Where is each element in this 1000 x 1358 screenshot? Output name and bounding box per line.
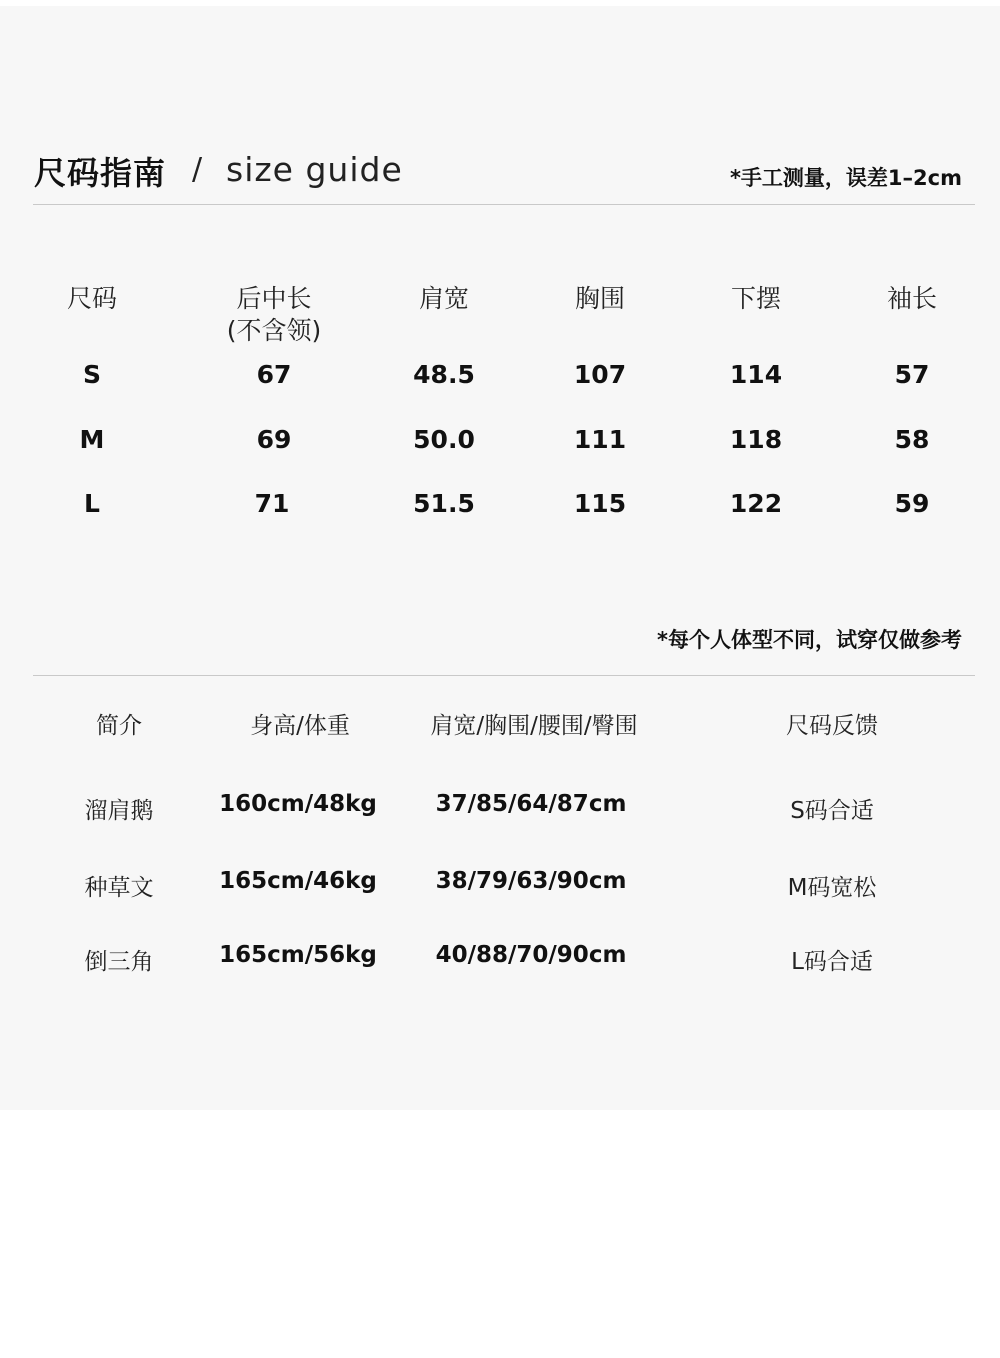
header-size: 尺码 (66, 284, 118, 313)
fit-section-divider (33, 675, 975, 676)
shoulder-value: 50.0 (413, 425, 475, 454)
header-size-feedback: 尺码反馈 (786, 713, 878, 739)
shoulder-value: 48.5 (413, 360, 475, 389)
sleeve-value: 59 (894, 489, 930, 518)
header-sleeve: 袖长 (886, 284, 938, 313)
hem-value: 118 (729, 425, 783, 454)
back-length-value: 71 (254, 489, 290, 518)
header-profile: 简介 (96, 713, 142, 739)
profile-name: 种草文 (84, 875, 154, 901)
size-label: S (82, 360, 102, 389)
chest-value: 111 (573, 425, 627, 454)
back-length-value: 67 (256, 360, 292, 389)
profile-name: 倒三角 (84, 949, 154, 975)
header-divider (33, 204, 975, 205)
height-weight-value: 165cm/46kg (219, 868, 377, 894)
sleeve-value: 57 (894, 360, 930, 389)
size-label: M (79, 425, 105, 454)
size-feedback-value: L码合适 (791, 949, 873, 975)
size-feedback-value: M码宽松 (787, 875, 877, 901)
header-back-length-note: (不含领) (226, 316, 322, 345)
header-chest: 胸围 (574, 284, 626, 313)
header-body-measurements: 肩宽/胸围/腰围/臀围 (430, 713, 638, 739)
body-measurements-value: 38/79/63/90cm (435, 868, 627, 894)
header-shoulder: 肩宽 (418, 284, 470, 313)
sleeve-value: 58 (894, 425, 930, 454)
measurement-note: *手工测量，误差1–2cm (729, 166, 962, 190)
profile-name: 溜肩鹅 (84, 798, 154, 824)
header-back-length: 后中长 (236, 284, 312, 313)
shoulder-value: 51.5 (413, 489, 475, 518)
chest-value: 115 (573, 489, 627, 518)
header-hem: 下摆 (730, 284, 782, 313)
chest-value: 107 (573, 360, 627, 389)
header-height-weight: 身高/体重 (250, 713, 350, 739)
size-feedback-value: S码合适 (790, 798, 874, 824)
page-subtitle: size guide (226, 150, 403, 189)
page-title: 尺码指南 (34, 154, 167, 192)
body-measurements-value: 40/88/70/90cm (435, 942, 627, 968)
title-separator: / (192, 152, 203, 187)
height-weight-value: 160cm/48kg (219, 791, 377, 817)
size-label: L (84, 489, 100, 518)
back-length-value: 69 (256, 425, 292, 454)
height-weight-value: 165cm/56kg (219, 942, 377, 968)
hem-value: 114 (729, 360, 783, 389)
body-measurements-value: 37/85/64/87cm (435, 791, 627, 817)
hem-value: 122 (729, 489, 783, 518)
fit-disclaimer-note: *每个人体型不同，试穿仅做参考 (657, 628, 962, 652)
